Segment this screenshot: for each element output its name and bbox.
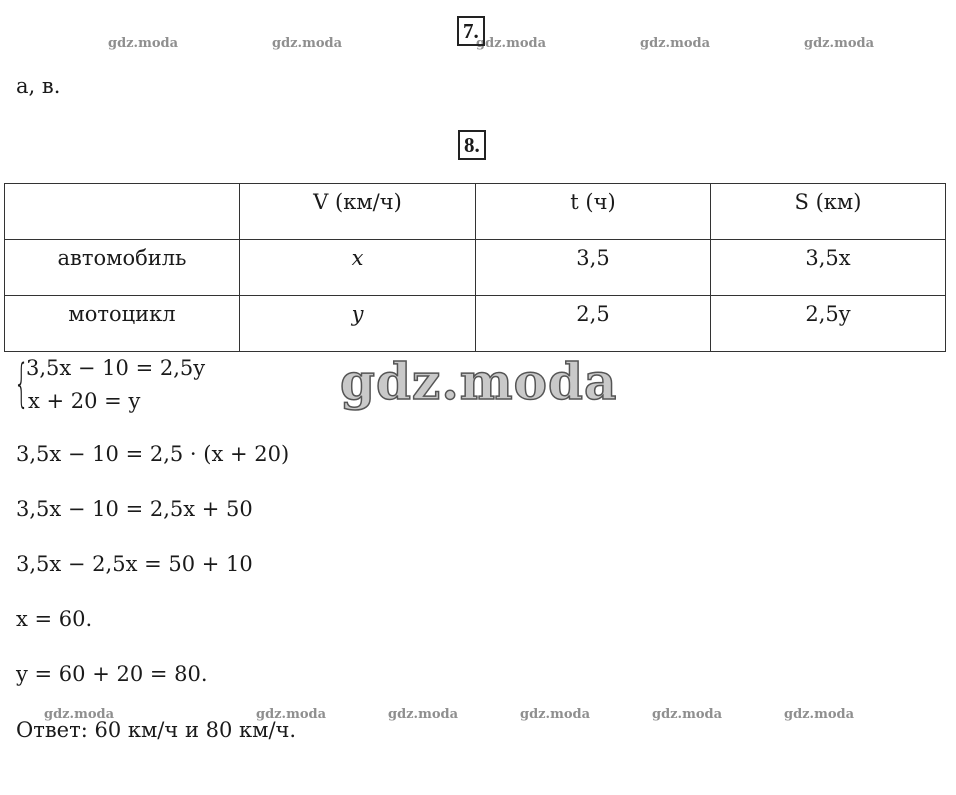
task-8-number: 8. [458,130,486,160]
watermark: gdz.moda [272,36,343,51]
solution-step: 3,5x − 2,5x = 50 + 10 [16,552,253,576]
table-cell: 3,5x [711,240,946,296]
watermark: gdz.moda [476,36,547,51]
table-cell: y [240,296,476,352]
watermark: gdz.moda [520,707,591,722]
watermark: gdz.moda [640,36,711,51]
table-cell: V (км/ч) [240,184,476,240]
watermark: gdz.moda [108,36,179,51]
watermark-center: gdz.moda [340,352,618,411]
task-7-answer: а, в. [16,74,61,98]
table-cell: мотоцикл [5,296,240,352]
table-cell: S (км) [711,184,946,240]
system-brace: { [14,354,29,414]
table-cell [5,184,240,240]
solution-step: 3,5x − 10 = 2,5 · (x + 20) [16,442,290,466]
table-cell: x [240,240,476,296]
task-7-number: 7. [457,16,485,46]
table-cell: 3,5 [476,240,711,296]
table-row [5,296,946,352]
watermark: gdz.moda [804,36,875,51]
motion-table [4,183,946,352]
table-cell: 2,5 [476,296,711,352]
table-header-row [5,184,946,240]
final-answer: Ответ: 60 км/ч и 80 км/ч. [16,718,297,742]
solution-step: y = 60 + 20 = 80. [16,662,208,686]
watermark: gdz.moda [652,707,723,722]
system-equation-1: 3,5x − 10 = 2,5y [26,356,206,380]
table-cell: t (ч) [476,184,711,240]
system-equation-2: x + 20 = y [28,389,141,413]
table-row [5,240,946,296]
solution-step: x = 60. [16,607,93,631]
watermark: gdz.moda [784,707,855,722]
solution-step: 3,5x − 10 = 2,5x + 50 [16,497,253,521]
watermark: gdz.moda [388,707,459,722]
watermark: gdz.moda [256,707,327,722]
table-cell: 2,5y [711,296,946,352]
table-cell: автомобиль [5,240,240,296]
watermark: gdz.moda [44,707,115,722]
